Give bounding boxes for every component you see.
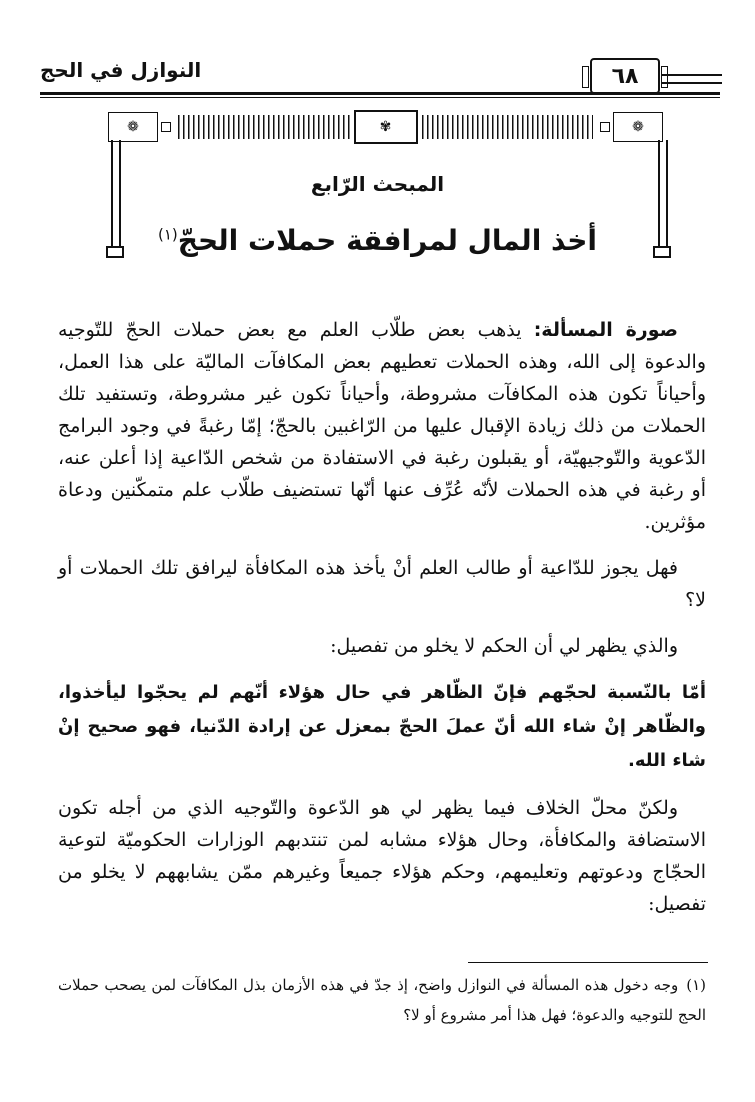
header-rule-thin	[40, 97, 720, 98]
section-label: المبحث الرّابع	[310, 172, 445, 196]
case-heading: صورة المسألة:	[533, 319, 678, 341]
left-ornament-icon: ❁	[108, 112, 158, 142]
footnote	[58, 970, 706, 1030]
header-ornament-dash	[662, 74, 722, 84]
section-title-text: أخذ المال لمرافقة حملات الحجّ	[177, 224, 597, 257]
footnote-rule	[468, 962, 708, 963]
header-rule	[40, 92, 720, 95]
footnote-text: وجه دخول هذه المسألة في النوازل واضح، إذ جدّ في هذه الأزمان بذل المكافآت لمن يصحب حملات الحج للتوجيه والدعوة؛ فهل هذا أمر مشروع أو لا؟	[58, 976, 706, 1024]
footnote-reference: (١)	[157, 225, 178, 244]
frame-hatch-right	[422, 115, 594, 139]
frame-hatch-left	[178, 115, 350, 139]
page-number: ٦٨	[590, 58, 660, 94]
right-ornament-icon: ❁	[613, 112, 663, 142]
footnote-mark: (١)	[686, 976, 706, 994]
frame-square-icon	[161, 122, 171, 132]
decorative-frame-top	[108, 112, 663, 142]
paragraph-dispute: ولكنّ محلّ الخلاف فيما يظهر لي هو الدّعوة والتّوجيه الذي من أجله تكون الاستضافة والمكافأة، وحال هؤلاء مشابه لمن تنتدبهم الوزارات الحكوميّة لتوعية الحجّاج ودعوتهم وتعليمهم، وحكم هؤلاء جميعاً وغيرهم ممّن يشابههم لا يخلو من تفصيل:	[58, 797, 706, 915]
running-title: النوازل في الحج	[40, 58, 202, 82]
paragraph-ruling: أمّا بالنّسبة لحجّهم فإنّ الظّاهر في حال هؤلاء أنّهم لم يحجّوا ليأخذوا، والظّاهر إنْ شاء الله أنّ عملَ الحجّ بمعزل عن إرادة الدّنيا، فهو صحيح إنْ شاء الله.	[58, 682, 706, 771]
body-text	[58, 314, 706, 934]
center-ornament-icon: ✾	[354, 110, 418, 144]
paragraph-question: فهل يجوز للدّاعية أو طالب العلم أنْ يأخذ هذه المكافأة ليرافق تلك الحملات أو لا؟	[58, 557, 706, 611]
case-text: يذهب بعض طلّاب العلم مع بعض حملات الحجّ للتّوجيه والدعوة إلى الله، وهذه الحملات تعطيهم بعض المكافآت الماليّة على هذا العمل، وأحياناً تكون هذه المكافآت مشروطة، وأحياناً تكون غير مشروطة، وتستفيد تلك الحملات من ذلك زيادة الإقبال عليها من الرّاغبين بالحجّ؛ إمّا رغبةً في وجود البرامج الدّعوية والتّوجيهيّة، أو يقبلون رغبة في الاستفادة من شخص الدّاعية إذا أعلن عنه، أو رغبة في هذه الحملات لأنّه عُرِّف عنها أنّها تستضيف طلّاب علم متمكّنين ودعاة مؤثرين.	[58, 319, 706, 533]
frame-square-icon	[600, 122, 610, 132]
section-title	[0, 224, 755, 257]
paragraph-opinion-intro: والذي يظهر لي أن الحكم لا يخلو من تفصيل:	[330, 635, 678, 657]
paragraph-case-description	[58, 314, 706, 538]
